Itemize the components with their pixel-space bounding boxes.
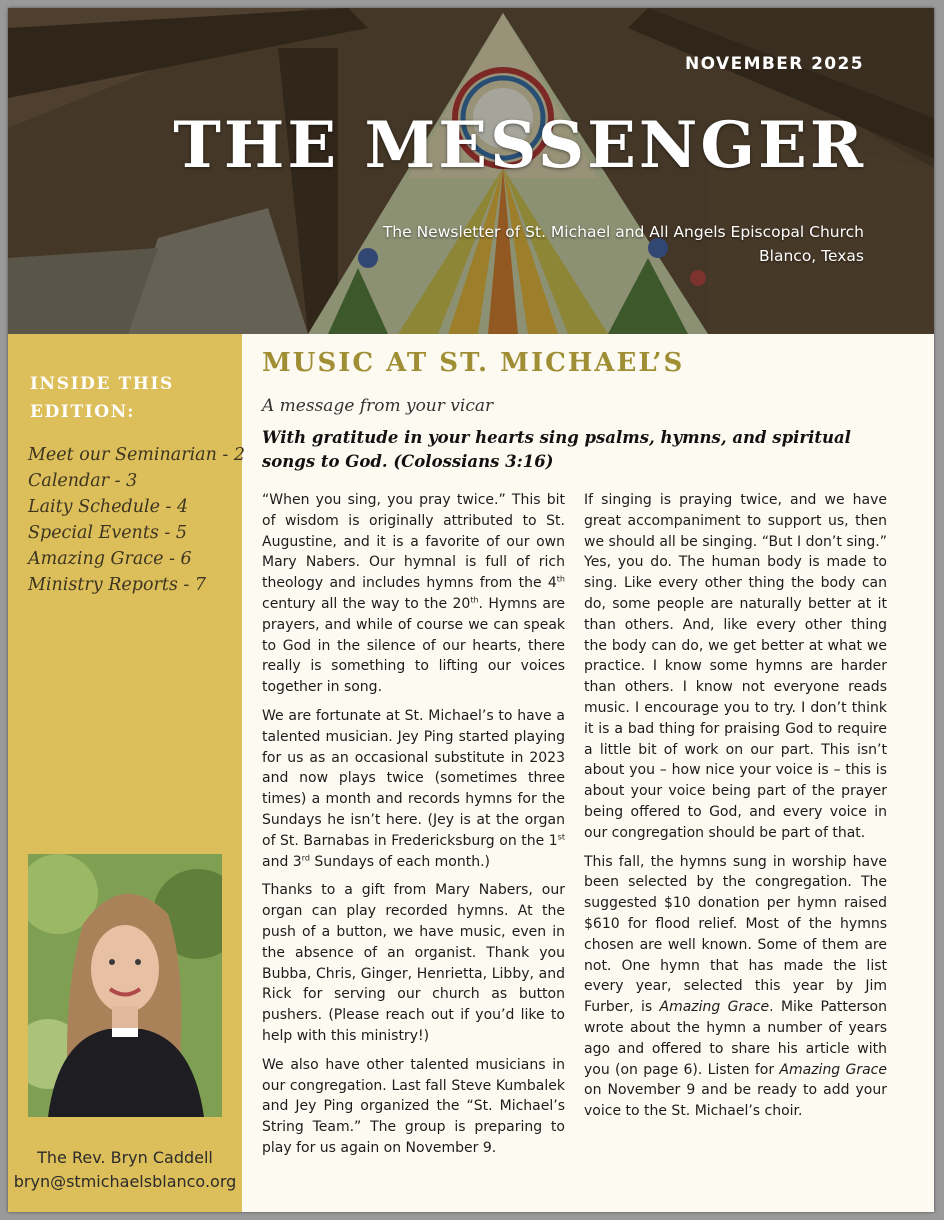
- toc-item-special-events: Special Events - 5: [28, 523, 188, 543]
- subtitle-location: Blanco, Texas: [759, 247, 864, 265]
- newsletter-subtitle: [383, 220, 864, 268]
- toc-item-calendar: Calendar - 3: [28, 471, 138, 491]
- paragraph: This fall, the hymns sung in worship have been selected by the congregation. The suggested $10 donation per hymn raised $610 for flood relief. Most of the hymns chosen are well known. Some of them are not. One hymn that has made the list every year, selected this year by Jim Furber, is Amazing Grace. Mike Patterson wrote about the hymn a number of years ago and offered to share his article with you (on page 6). Listen for Amazing Grace on November 9 and be ready to add your voice to the St. Michael’s choir.: [584, 853, 887, 1120]
- inside-heading-line1: INSIDE THIS: [30, 374, 174, 394]
- newsletter-title: THE MESSENGER: [173, 108, 866, 183]
- sidebar: [8, 334, 246, 1212]
- vicar-portrait-image: [28, 854, 222, 1117]
- header-banner: [8, 8, 934, 334]
- scripture-verse: With gratitude in your hearts sing psalms, hymns, and spiritual songs to God. (Colossians 3:16): [262, 428, 851, 471]
- toc-item-laity-schedule: Laity Schedule - 4: [28, 497, 189, 517]
- newsletter-page: [8, 8, 934, 1212]
- article-subtitle: A message from your vicar: [262, 396, 494, 416]
- paragraph: We are fortunate at St. Michael’s to have a talented musician. Jey Ping started playing for us as an occasional substitute in 2023 and now plays twice (sometimes three times) a month and records hymns for the Sundays he isn’t here. (Jey is at the organ of St. Barnabas in Fredericksburg on the 1st and 3rd Sundays of each month.): [262, 707, 565, 870]
- toc-item-ministry-reports: Ministry Reports - 7: [28, 575, 207, 595]
- article-title: MUSIC AT ST. MICHAEL’S: [262, 348, 685, 378]
- vicar-name: The Rev. Bryn Caddell: [37, 1148, 213, 1167]
- table-of-contents: [28, 442, 245, 598]
- issue-date: NOVEMBER 2025: [684, 54, 864, 74]
- vicar-photo: [28, 854, 222, 1117]
- paragraph: If singing is praying twice, and we have great accompaniment to support us, then we should all be singing. “But I don’t sing.” Yes, you do. The human body is made to sing. Like every other thing the body can do, some people are naturally better at it than others. And, like every other thing the body can do, we get better at what we practice. I know some hymns are harder than others. I know not everyone reads music. I encourage you to try. I don’t think it is a bad thing for praising God to require a little bit of work on our part. This isn’t about you – how nice your voice is – this is about your voice being part of the prayer being offered to God, and every voice in our congregation should be part of that.: [584, 492, 887, 841]
- paragraph: “When you sing, you pray twice.” This bit of wisdom is originally attributed to St. Augustine, and it is a favorite of our own Mary Nabers. Our hymnal is full of rich theology and includes hymns from the 4th century all the way to the 20th. Hymns are prayers, and while of course we can speak to God in the silence of our hearts, there really is something to lifting our voices together in song.: [262, 492, 566, 696]
- toc-item-amazing-grace: Amazing Grace - 6: [28, 549, 192, 569]
- subtitle-church: The Newsletter of St. Michael and All Angels Episcopal Church: [382, 223, 864, 241]
- main-article: [242, 334, 934, 1212]
- toc-item-seminarian: Meet our Seminarian - 2: [28, 445, 246, 465]
- inside-heading-line2: EDITION:: [30, 402, 136, 422]
- inside-this-edition-heading: [30, 370, 210, 426]
- article-column-right: [584, 490, 887, 1130]
- paragraph: We also have other talented musicians in our congregation. Last fall Steve Kumbalek and Jey Ping organized the “St. Michael’s String Team.” The group is preparing to play for us again on November 9.: [262, 1056, 565, 1156]
- article-column-left: [262, 490, 565, 1167]
- vicar-email[interactable]: bryn@stmichaelsblanco.org: [13, 1172, 237, 1191]
- paragraph: Thanks to a gift from Mary Nabers, our organ can play recorded hymns. At the push of a button, we have music, even in the absence of an organist. Thank you Bubba, Chris, Ginger, Henrietta, Libby, and Rick for serving our church as button pushers. (Please reach out if you’d like to help with this ministry!): [262, 882, 565, 1044]
